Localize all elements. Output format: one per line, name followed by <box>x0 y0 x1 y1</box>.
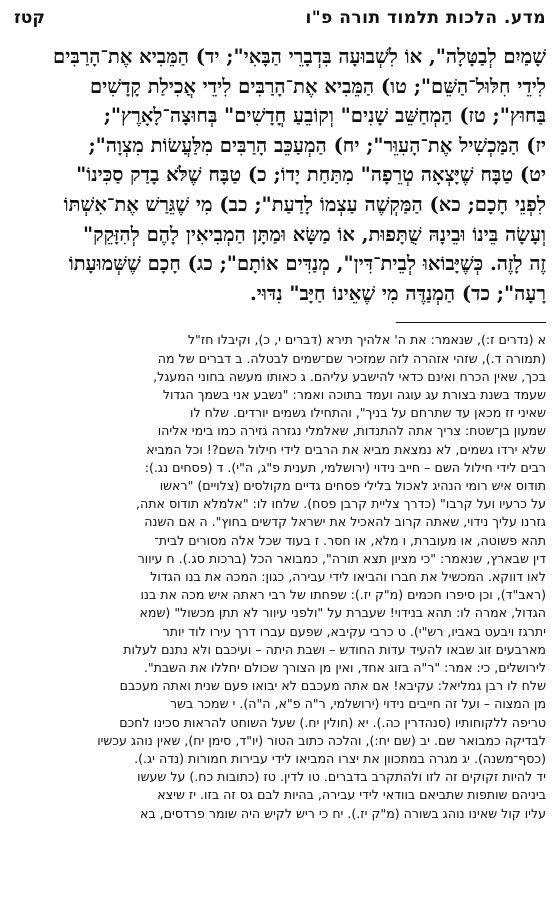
footnote-line: לירושלים, כי: אמר: "ר"ה בזוג אחד, ואין מן הצורך שכולם יחללו את השבת". <box>143 660 546 675</box>
main-text-line: וְעָשָׂה בֵּינוֹ וּבֵינָהּ שֻׁתָּפוּת, אוֹ מַשָּׂא וּמַתָּן הַמְבִיאִין לָהֶם לְהִזָּקֵק" <box>82 222 546 246</box>
footnote-line: שאיני זז מכאן עד שתרחם על בניך", והתחילו גשמים יורדים. שלח לו <box>190 405 546 421</box>
page-number: קטז <box>14 8 45 28</box>
footnote-line: טריפה ללקוחותיו (סנהדרין כה.). יא (חולין יח.) שעל השוחט להראות סכינו לחכם <box>119 714 546 730</box>
footnote-line: רבים לידי חילול השם – חייב נידוי (ירושלמי, תענית פ"ג, ה"י). ד (פסחים נג.): <box>144 459 546 475</box>
footnote-line: יד להיות זקוקים זה לזו ולהתקרב בדברים. טו לדין. טז (כתובות כח.) על שעשו <box>137 769 546 785</box>
footnote-line: ביניהם שותפות שתביאם בוודאי לידי עבירה, בהיות לבם גס זה בזו. יז שיצא <box>157 787 546 803</box>
main-text-line: לִפְנֵי חָכָם; כא) הַמַּקְשֶׁה עַצְמוֹ לָדַעַת"; כב) מִי שֶׁגֵּרַשׁ אֶת־אִשְׁתּוֹ <box>63 192 546 216</box>
footnote-line: הגדול, אמרה לו: תהא בנידוי! שעברת על "ולפני עיוור לא תתן מכשול" (שמא <box>139 605 546 621</box>
footnote-line: א (נדרים ז:), שנאמר: את ה' אלהיך תירא (דברים י, כ), וקיבלו חז"ל <box>187 332 546 348</box>
main-text-line: זֶה לָזֶה. כְּשֶׁיָּבוֹאוּ לְבֵית־דִּין", מְנַדִּים אוֹתָם"; כג) חָכָם שֶׁשְּׁמוּעָתוֹ <box>68 252 546 276</box>
main-halacha-text <box>14 42 546 308</box>
footnote-line: שלח לו רבן גמליאל: עקיבא! אם אתה מעכבם לא יבואו פעם שנית ואתה מעכבם <box>119 678 546 694</box>
section-title: מדע. הלכות תלמוד תורה פ"ו <box>305 8 546 28</box>
footnote-line: על כרעיו ועל קרבו" (כדרך צליית קרבן פסח). שלחו לו: "אלמלא תודוס אתה, <box>136 496 546 512</box>
footnote-line: גזרנו עליך נידוי, שאתה קרוב להאכיל את ישראל קדשים בחוץ". ה אם השנה <box>144 514 546 530</box>
footnote-line: תודוס איש רומי הנהיג לאכול בלילי פסחים גדיים מקולסים (צלויים) "ראשו <box>159 477 546 493</box>
main-text-line: שָׁמַיִם לְבַטָּלָה", אוֹ לִשְׁבוּעָה בִּדְבָרֵי הַבָּאִי"; יד) הַמֵּבִיא אֶת־הָרַבִּים <box>53 45 546 68</box>
main-text-line: לִידֵי חִלּוּל־הַשֵּׁם"; טו) הַמֵּבִיא אֶת־הָרַבִּים לִידֵי אֲכִילַת קָדָשִׁים <box>90 74 546 98</box>
footnote-line: דין שבארץ, שנאמר: "כי מציון תצא תורה", כמבואר הכל (ברכות סג.). ח עיוור <box>137 550 546 566</box>
footnote-line: בכך, שאין הכרח ואינם כדאי להישבע עליהם. ג כאותו מעשה בחוני המעגל, <box>153 368 546 384</box>
footnote-line: יתרגז ויבעט באביו, רש"י). ט כרבי עקיבא, שפעם עברו דרך עירו לוד יותר <box>162 623 546 639</box>
main-text-line: יז) הַמַּכְשִׁיל אֶת־הָעִוֵּר"; יח) הַמְעַכֵּב הָרַבִּים מִלַּעֲשׂוֹת מִצְוָה"; <box>88 133 546 157</box>
main-text-line: בַּחוּץ"; טז) הַמְחַשֵּׁב שָׁנִים" וְקוֹבֵעַ חֳדָשִׁים" בְּחוּצָה־לָאָרֶץ"; <box>103 104 546 128</box>
footnote-line: שעמד בשנת בצורת עג עוגה ועמד בתוכה ואמר: "נשבע אני בשמך הגדול <box>162 386 546 402</box>
footnote-line: (כסף־משנה). יג מגרה במתכוון את יצרו המביאו לידי עבירות חמורות (נדה יג.). <box>134 751 546 767</box>
footnote-line: (תמורה ד.), שזהי אזהרה לזה שמזכיר שם־שמים לבטלה. ב דברים של מה <box>157 350 546 366</box>
running-header <box>14 8 546 32</box>
main-text-line: רָעָה"; כד) הַמְנַדֶּה מִי שֶׁאֵינוֹ חַיָּב" נִדּוּי. <box>249 281 546 305</box>
footnote-divider <box>396 322 546 323</box>
footnote-line: תהא פשוטה, או מעוברת, ו מלא, או חסר. ז בעוד שכל אלה מסורים לבית־ <box>154 532 546 548</box>
footnotes-section <box>14 331 546 822</box>
footnote-line: לבדיקה כמבואר שם. יב (שם יח:), והלכה כתוב הטור (יו"ד, סימן יח), שאין נוהג עכשיו <box>97 732 546 748</box>
footnote-line: עליו קול שאינו נוהג בשורה (מ"ק יז.). יח כי ריש לקיש היה שומר פרדסים, בא <box>139 805 546 821</box>
footnote-line: שמעון בן־שטח: צריך אתה להתנדות, שאלמלי נגזרה גזירה כמו בימי אליהו <box>157 423 546 439</box>
footnote-line: (ראב"ד), וכן סיפרו חכמים (מ"ק יז.): שפחתו של רבי ראתה איש מכה את בנו <box>140 587 546 603</box>
footnote-line: מן המצוה – ועל זה חייבים נידוי (ירושלמי, ר"ה פ"א, ה"ה). י שמכר בשר <box>169 696 546 712</box>
footnote-line: מארבעים זוג שבאו להעיד עדות החודש – ושבת היתה – ועיכבם ולא נתנם לעלות <box>123 641 546 657</box>
footnote-line: שלא ירדו גשמים, לא נמצאת מביא את הרבים לידי חילול השם?! וכל המביא <box>146 441 546 457</box>
footnote-line: לאו דווקא. המכשיל את חברו והביאו לידי עבירה, כגון: המכה את בנו הגדול <box>150 568 546 584</box>
main-text-line: יט) טַבָּח שֶׁיָּצְאָה טְרֵפָה" מִתַּחַת יָדוֹ; כ) טַבָּח שֶׁלֹּא בָדַק סַכִּינוֹ" <box>76 163 546 187</box>
